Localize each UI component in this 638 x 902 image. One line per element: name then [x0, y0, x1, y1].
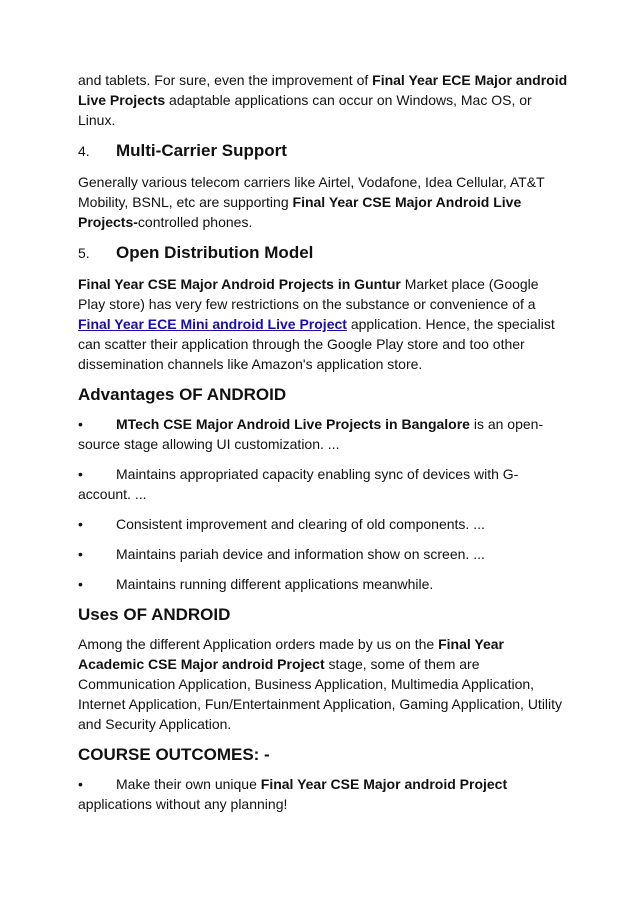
outcome-1-bold: Final Year CSE Major android Project	[260, 776, 508, 792]
uses-text-2: stage, some of them are Communication Application, Business Application, Multimedia Application, Internet Application, Fun/Entertainment Application, Gaming Application, Utility and Security Application.	[78, 656, 563, 732]
advantage-item-3	[78, 514, 568, 534]
document-body	[78, 70, 568, 824]
bullet-icon: •	[78, 466, 83, 482]
s5-bold: Final Year CSE Major Android Projects in Guntur	[78, 276, 401, 292]
advantage-1-text: is an open-source stage allowing UI customization. ...	[78, 416, 544, 452]
uses-bold: Final Year Academic CSE Major android Project	[78, 636, 504, 672]
uses-heading: Uses OF ANDROID	[78, 605, 231, 624]
section-4-heading	[78, 140, 568, 162]
advantages-heading: Advantages OF ANDROID	[78, 385, 287, 404]
bullet-icon: •	[78, 776, 83, 792]
advantage-3-text: Consistent improvement and clearing of old components. ...	[116, 516, 485, 532]
advantage-5-text: Maintains running different applications meanwhile.	[116, 576, 434, 592]
advantage-2-text: Maintains appropriated capacity enabling sync of devices with G-account. ...	[78, 466, 519, 502]
advantage-item-5	[78, 574, 568, 594]
bullet-icon: •	[78, 416, 83, 432]
intro-bold: Final Year ECE Major android Live Projects	[78, 72, 568, 108]
intro-text-2: adaptable applications can occur on Windows, Mac OS, or Linux.	[78, 92, 532, 128]
outcome-item-1	[78, 774, 568, 814]
section-5-number: 5.	[78, 245, 90, 261]
intro-paragraph	[78, 70, 568, 130]
uses-text-1: Among the different Application orders made by us on the	[78, 636, 439, 652]
outcome-1-text-2: applications without any planning!	[78, 796, 288, 812]
advantage-item-2	[78, 464, 568, 504]
course-outcomes-heading: COURSE OUTCOMES: -	[78, 745, 270, 764]
s4-text-2: controlled phones.	[137, 214, 253, 230]
advantage-4-text: Maintains pariah device and information show on screen. ...	[116, 546, 485, 562]
uses-paragraph	[78, 634, 568, 734]
s4-bold: Final Year CSE Major Android Live Projects-	[78, 194, 522, 230]
section-4-number: 4.	[78, 143, 90, 159]
s5-text-2: application. Hence, the specialist can scatter their application through the Google Play store and too other dissemination channels like Amazon's application store.	[78, 316, 555, 372]
section-4-title: Multi-Carrier Support	[116, 141, 287, 160]
advantage-1-bold: MTech CSE Major Android Live Projects in Bangalore	[116, 416, 470, 432]
intro-text-1: and tablets. For sure, even the improvement of	[78, 72, 373, 88]
outcome-1-text-1: Make their own unique	[116, 776, 261, 792]
s5-text-1: Market place (Google Play store) has very few restrictions on the substance or convenience of a	[78, 276, 539, 312]
section-5-title: Open Distribution Model	[116, 243, 314, 262]
bullet-icon: •	[78, 516, 83, 532]
section-5-paragraph	[78, 274, 568, 374]
final-year-ece-mini-android-link[interactable]: Final Year ECE Mini android Live Project	[78, 316, 347, 332]
s4-text-1: Generally various telecom carriers like Airtel, Vodafone, Idea Cellular, AT&T Mobility, BSNL, etc are supporting	[78, 174, 545, 210]
bullet-icon: •	[78, 546, 83, 562]
advantage-item-4	[78, 544, 568, 564]
section-4-paragraph	[78, 172, 568, 232]
section-5-heading	[78, 242, 568, 264]
bullet-icon: •	[78, 576, 83, 592]
advantage-item-1	[78, 414, 568, 454]
